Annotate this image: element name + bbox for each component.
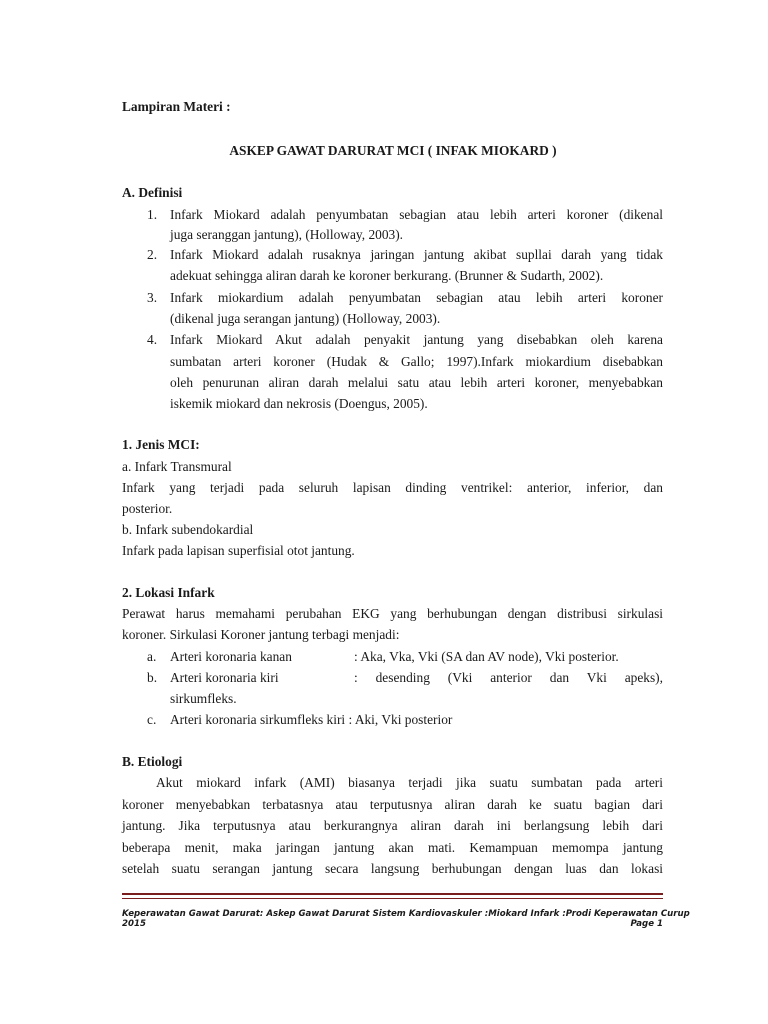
- definition-line: Infark Miokard adalah rusaknya jaringan jantung akibat supllai darah yang tidak: [170, 247, 663, 262]
- footer-rule: [122, 893, 663, 895]
- list-letter: c.: [147, 712, 157, 727]
- artery-name: Arteri koronaria sirkumfleks kiri : Aki, Vki posterior: [170, 712, 453, 727]
- jenis-b-text: Infark pada lapisan superfisial otot jantung.: [122, 543, 355, 558]
- jenis-heading: 1. Jenis MCI:: [122, 437, 200, 452]
- list-letter: a.: [147, 649, 157, 664]
- jenis-a-text: Infark yang terjadi pada seluruh lapisan dinding ventrikel: anterior, inferior, dan: [122, 480, 663, 495]
- lokasi-intro: koroner. Sirkulasi Koroner jantung terbagi menjadi:: [122, 627, 400, 642]
- definition-line: oleh penurunan aliran darah melalui satu atau lebih arteri koroner, menyebabkan: [170, 375, 663, 390]
- etiologi-heading: B. Etiologi: [122, 754, 183, 769]
- list-number: 3.: [147, 290, 158, 305]
- definition-line: adekuat sehingga aliran darah ke koroner berkurang. (Brunner & Sudarth, 2002).: [170, 268, 604, 283]
- definition-line: sumbatan arteri koroner (Hudak & Gallo; 1997).Infark miokardium disebabkan: [170, 354, 663, 369]
- jenis-a-label: a. Infark Transmural: [122, 459, 232, 474]
- footer-text: Keperawatan Gawat Darurat: Askep Gawat Darurat Sistem Kardiovaskuler :Miokard Infark :Prodi Keperawatan Curup: [122, 909, 690, 919]
- artery-desc-cont: sirkumfleks.: [170, 691, 237, 706]
- etiologi-line: setelah suatu serangan jantung secara langsung berhubungan dengan luas dan lokasi: [122, 861, 663, 876]
- definition-line: Infark miokardium adalah penyumbatan sebagian atau lebih arteri koroner: [170, 290, 663, 305]
- list-number: 4.: [147, 332, 158, 347]
- jenis-b-label: b. Infark subendokardial: [122, 522, 254, 537]
- artery-desc: : Aka, Vka, Vki (SA dan AV node), Vki posterior.: [354, 649, 619, 664]
- definition-line: Infark Miokard Akut adalah penyakit jantung yang disebabkan oleh karena: [170, 332, 663, 347]
- lampiran-label: Lampiran Materi :: [122, 99, 231, 114]
- etiologi-line: jantung. Jika terputusnya atau berkurangnya aliran darah ini berlangsung lebih dari: [122, 818, 663, 833]
- lokasi-heading: 2. Lokasi Infark: [122, 585, 215, 600]
- etiologi-line: Akut miokard infark (AMI) biasanya terjadi jika suatu sumbatan pada arteri: [156, 775, 663, 790]
- document-title: ASKEP GAWAT DARURAT MCI ( INFAK MIOKARD ): [229, 143, 557, 158]
- footer-year: 2015: [122, 919, 146, 929]
- etiologi-line: beberapa menit, maka jaringan jantung akan mati. Kemampuan memompa jantung: [122, 840, 663, 855]
- section-a-heading: A. Definisi: [122, 185, 183, 200]
- list-number: 1.: [147, 207, 158, 222]
- list-number: 2.: [147, 247, 158, 262]
- footer-rule: [122, 898, 663, 899]
- lokasi-intro: Perawat harus memahami perubahan EKG yang berhubungan dengan distribusi sirkulasi: [122, 606, 663, 621]
- etiologi-line: koroner menyebabkan terbatasnya atau terputusnya aliran darah ke suatu bagian dari: [122, 797, 663, 812]
- artery-name: Arteri koronaria kanan: [170, 649, 292, 664]
- artery-desc: : desending (Vki anterior dan Vki apeks),: [354, 670, 663, 685]
- definition-line: juga seranggan jantung), (Holloway, 2003).: [170, 227, 404, 242]
- artery-name: Arteri koronaria kiri: [170, 670, 279, 685]
- definition-line: (dikenal juga serangan jantung) (Holloway, 2003).: [170, 311, 441, 326]
- footer-page-number: Page 1: [630, 919, 663, 929]
- jenis-a-text: posterior.: [122, 501, 173, 516]
- definition-line: iskemik miokard dan nekrosis (Doengus, 2005).: [170, 396, 428, 411]
- definition-line: Infark Miokard adalah penyumbatan sebagian atau lebih arteri koroner (dikenal: [170, 207, 663, 222]
- list-letter: b.: [147, 670, 158, 685]
